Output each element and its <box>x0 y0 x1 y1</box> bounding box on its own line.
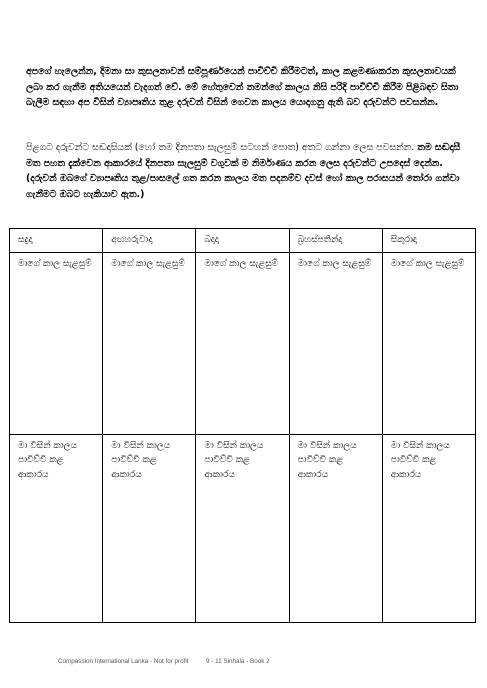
header-tuesday: අඟහරුවාදා <box>103 229 196 253</box>
page-footer: Compassion International Lanka - Not for profit 9 - 11 Sinhala - Book 2 <box>58 658 270 665</box>
usage-cell-wednesday: මා විසින් කාලය පාවිච්චි කළ ආකාරය <box>196 434 289 622</box>
plan-cell-tuesday: මාගේ කාල සැළසුම් <box>103 252 196 434</box>
plan-cell-thursday: මාගේ කාල සැළසුම් <box>289 252 382 434</box>
header-monday: සදුදා <box>10 229 103 253</box>
header-wednesday: බදාදා <box>196 229 289 253</box>
daily-plan-table <box>9 228 476 623</box>
plan-cell-friday: මාගේ කාල සැළසුම් <box>382 252 475 434</box>
intro-paragraph-2-normal: පිළගට දරුවන්ට සඬදාසියක් (හෝ තම දිනපතා සැලසුම් සටහන් පොත) අතට ගන්නා ලෙස පවසන්න. <box>26 142 415 153</box>
table-row <box>10 434 476 622</box>
intro-paragraph-2-bold: තම සඬදාසී මත පහත දැක්වෙන ආකාරයේ දිනපතා සැලසුම් වගුවක් ම නිර්මාණය කරන ලෙස දරුවන්ට උපදෙස් දෙන්න. (දරුවන් ඔබගේ ව්‍යාපෘතිය තුළ/පාසලේ ගත කරන කාලය මත පදනම්ව දවස් හෝ කාල පරාසයන් තෝරා ගන්වා ගැනීමට ඔබට හැකියාව ඇත.) <box>26 142 461 200</box>
plan-cell-monday: මාගේ කාල සැළසුම් <box>10 252 103 434</box>
plan-cell-wednesday: මාගේ කාල සැළසුම් <box>196 252 289 434</box>
header-thursday: බ්‍රහස්පතින්දා <box>289 229 382 253</box>
usage-cell-thursday: මා විසින් කාලය පාවිච්චි කළ ආකාරය <box>289 434 382 622</box>
usage-cell-friday: මා විසින් කාලය පාවිච්චි කළ ආකාරය <box>382 434 475 622</box>
usage-cell-tuesday: මා විසින් කාලය පාවිච්චි කළ ආකාරය <box>103 434 196 622</box>
header-friday: සිකුරාදා <box>382 229 475 253</box>
intro-paragraph-1: අපගේ හැලෙන්න, දිමනා සා කුසලතාවන් සම්පූර්ණයෙන් පාවිච්චි කිරීමටත්, කාල කළමණාකරන කුසලතාවයක් ලබා කර ගැනීම අතියයෙන් වැදගත් වේ. මේ හේතුවෙන් තමන්ගේ කාලය නිසි පරිදි පාවිච්චි කිරීම පිළිබඳව සිතා බැලීම සඳහා අප විසින් ව්‍යාපෘතිය තුළ දරුවන් විසින් ගෙවන කාලය යොදාගනු ඇති බව දරුවන්ට පවසන්න. <box>26 66 459 108</box>
table-row <box>10 252 476 434</box>
usage-cell-monday: මා විසින් කාලය පාවිච්චි කළ ආකාරය <box>10 434 103 622</box>
intro-paragraph-2 <box>26 140 469 202</box>
table-header-row <box>10 229 476 253</box>
